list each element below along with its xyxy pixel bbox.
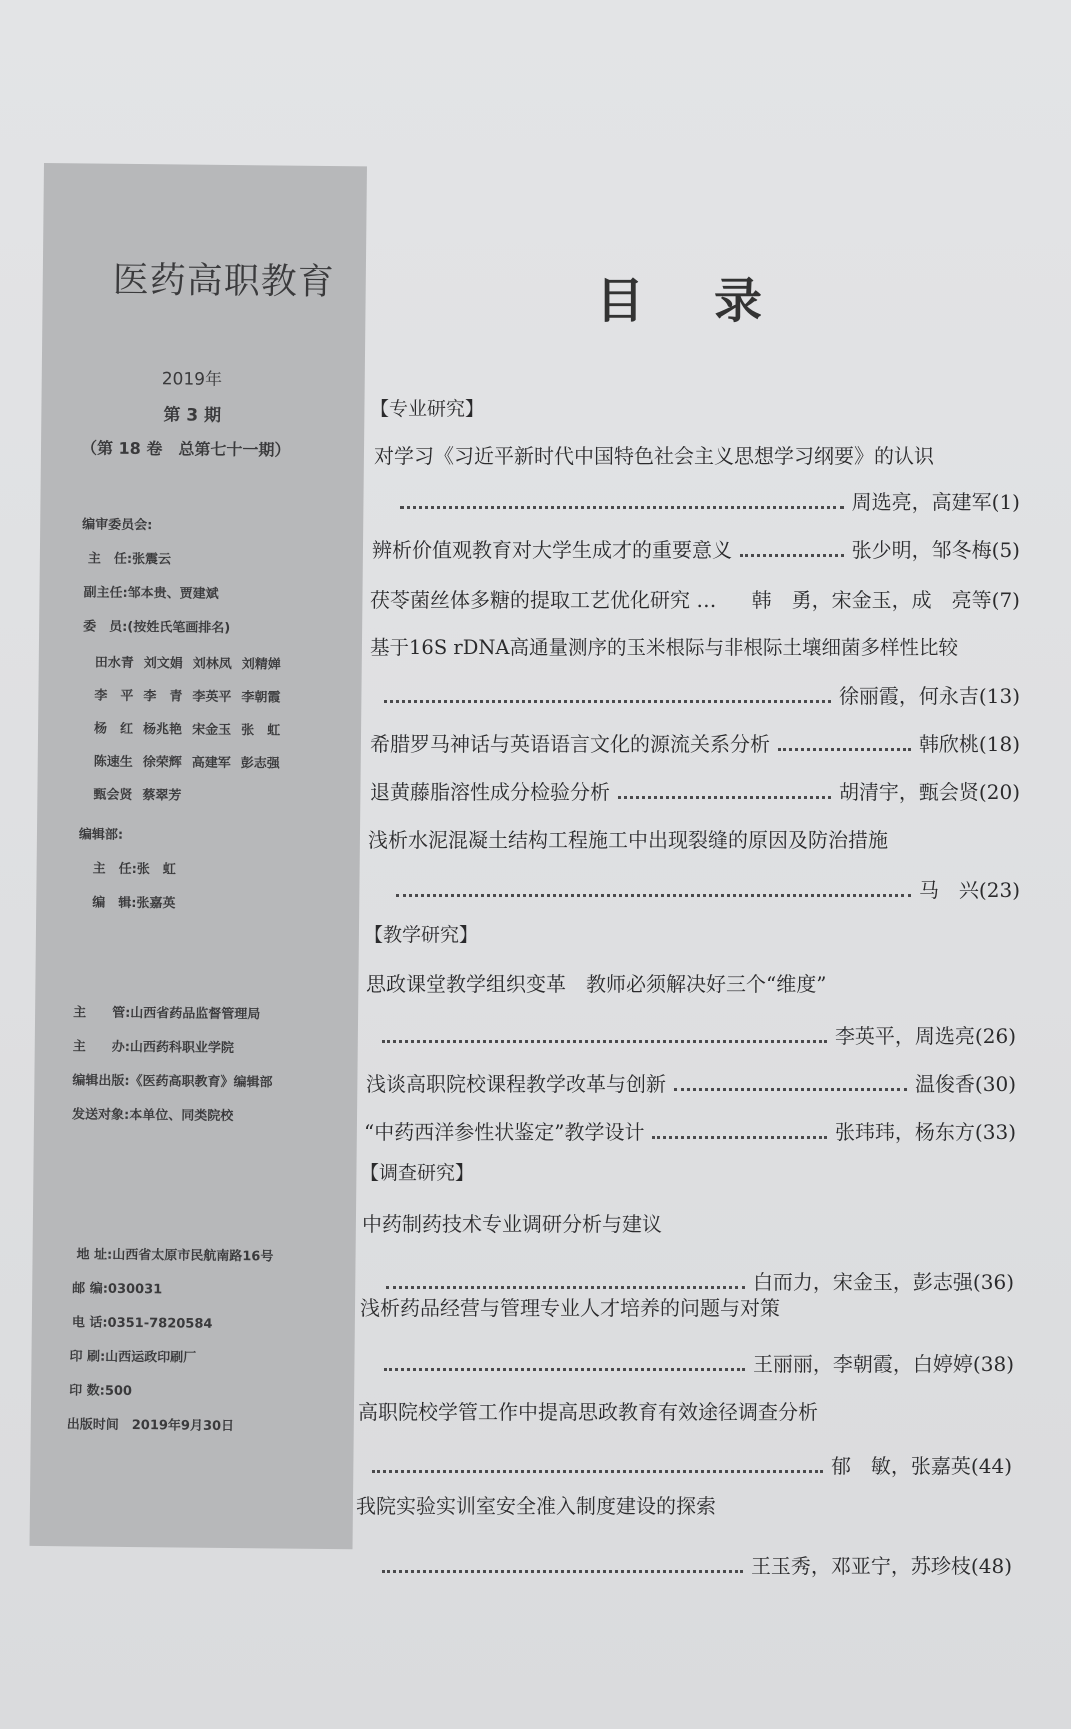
member-name: 李英平 — [192, 689, 232, 705]
dot-leader — [386, 1286, 745, 1289]
toc-entry-title: “中药西洋参性状鉴定”教学设计 — [364, 1120, 645, 1144]
toc-entry-authors: 胡清宇，甄会贤(20) — [838, 780, 1020, 804]
toc-entry-authors: 王丽丽，李朝霞，白婷婷(38) — [752, 1352, 1014, 1376]
member-name: 杨兆艳 — [143, 722, 183, 738]
publisher: 编辑出版:《医药高职教育》编辑部 — [72, 1073, 273, 1091]
dot-leader — [400, 506, 844, 509]
toc-entry-leader — [374, 1550, 1012, 1579]
toc-entry — [372, 534, 1020, 563]
toc-entry-authors: 张玮玮，杨东方(33) — [834, 1120, 1016, 1144]
committee-director: 主 任:张震云 — [87, 551, 172, 568]
dot-leader — [372, 1470, 823, 1473]
toc-entry-authors: 韩欣桃(18) — [918, 732, 1020, 756]
section-heading: 【调查研究】 — [360, 1162, 475, 1184]
dot-leader — [384, 700, 831, 703]
member-name: 甄会贤 — [93, 787, 133, 803]
phone: 电 话:0351-7820584 — [71, 1315, 213, 1332]
dot-leader — [382, 1570, 743, 1573]
member-name: 刘文娟 — [143, 656, 183, 672]
toc-entry-leader — [392, 486, 1020, 515]
issue-volume: （第 18 卷 总第七十一期） — [80, 438, 291, 460]
member-name: 刘精婵 — [241, 657, 281, 673]
postcode: 邮 编:030031 — [72, 1281, 163, 1298]
print-run: 印 数:500 — [69, 1383, 133, 1399]
member-name: 李朝霞 — [241, 690, 281, 706]
dot-leader — [384, 1368, 745, 1371]
toc-entry-leader — [388, 874, 1020, 903]
member-name: 李 青 — [143, 689, 183, 705]
member-name: 张 虹 — [241, 723, 281, 739]
member-name: 宋金玉 — [192, 722, 232, 738]
toc-entry — [370, 776, 1020, 805]
toc-entry-title: 浅谈高职院校课程教学改革与创新 — [366, 1072, 666, 1096]
member-name: 高建军 — [191, 755, 231, 771]
dot-leader — [674, 1088, 907, 1091]
editor: 编 辑:张嘉英 — [92, 895, 176, 912]
toc-entry-title: 浅析水泥混凝土结构工程施工中出现裂缝的原因及防治措施 — [368, 828, 888, 852]
section-heading: 【教学研究】 — [364, 924, 479, 946]
toc-entry-title: 对学习《习近平新时代中国特色社会主义思想学习纲要》的认识 — [374, 444, 934, 468]
toc-entry-title: 希腊罗马神话与英语语言文化的源流关系分析 — [370, 732, 770, 756]
toc-entry-authors: 李英平，周选亮(26) — [834, 1024, 1016, 1048]
committee-heading: 编审委员会: — [82, 517, 153, 534]
toc-title: 目录 — [596, 273, 833, 329]
member-name: 蔡翠芳 — [142, 788, 182, 804]
toc-entry-authors: 周选亮，高建军(1) — [851, 490, 1020, 514]
printer: 印 刷:山西运政印刷厂 — [69, 1349, 197, 1366]
sponsor-supervisor: 主 管:山西省药品监督管理局 — [73, 1005, 261, 1023]
toc-entry — [364, 1116, 1016, 1145]
sponsor-host: 主 办:山西药科职业学院 — [72, 1039, 235, 1057]
toc-entry-leader — [364, 1450, 1012, 1479]
toc-entry-title: 茯苓菌丝体多糖的提取工艺优化研究 … — [370, 588, 717, 612]
dot-leader — [396, 894, 911, 897]
publication-date: 出版时间 2019年9月30日 — [66, 1417, 235, 1435]
member-name: 彭志强 — [240, 756, 280, 772]
toc-entry-title: 退黄藤脂溶性成分检验分析 — [370, 780, 610, 804]
toc-entry-authors: 郁 敏，张嘉英(44) — [830, 1454, 1012, 1478]
editorial-heading: 编辑部: — [78, 827, 124, 843]
member-name: 刘林凤 — [192, 656, 232, 672]
toc-entry-authors: 韩 勇，宋金玉，成 亮等(7) — [751, 588, 1020, 612]
toc-entry-leader — [376, 1348, 1014, 1377]
section-heading: 【专业研究】 — [370, 398, 485, 420]
toc-entry-title: 思政课堂教学组织变革 教师必须解决好三个“维度” — [366, 972, 827, 996]
toc-entry — [370, 584, 1020, 613]
toc-entry-title: 辨析价值观教育对大学生成才的重要意义 — [372, 538, 732, 562]
toc-entry-authors: 马 兴(23) — [918, 878, 1020, 902]
dot-leader — [618, 796, 831, 799]
toc-entry-leader — [376, 680, 1020, 709]
member-name: 陈速生 — [93, 754, 133, 770]
toc-entry-title: 高职院校学管工作中提高思政教育有效途径调查分析 — [358, 1400, 818, 1424]
toc-entry-leader — [378, 1266, 1014, 1295]
member-name: 杨 红 — [93, 721, 134, 737]
member-name: 田水青 — [94, 655, 134, 671]
dot-leader — [778, 748, 911, 751]
toc-entry — [366, 1068, 1016, 1097]
toc-entry-authors: 温俊香(30) — [914, 1072, 1016, 1096]
toc-entry-authors: 张少明，邹冬梅(5) — [851, 538, 1020, 562]
toc-entry — [370, 728, 1020, 757]
dot-leader — [652, 1136, 826, 1139]
committee-deputy: 副主任:邹本贵、贾建斌 — [83, 585, 219, 602]
toc-entry-title: 中药制药技术专业调研分析与建议 — [362, 1212, 662, 1236]
journal-title: 医药高职教育 — [112, 259, 335, 304]
distribution: 发送对象:本单位、同类院校 — [71, 1107, 234, 1125]
member-name: 李 平 — [94, 688, 134, 704]
member-name: 徐荣辉 — [142, 755, 182, 771]
toc-entry-title: 浅析药品经营与管理专业人才培养的问题与对策 — [360, 1296, 780, 1320]
issue-year: 2019年 — [161, 369, 223, 390]
dot-leader — [740, 554, 844, 557]
toc-entry-leader — [374, 1020, 1016, 1049]
toc-entry-authors: 白而力，宋金玉，彭志强(36) — [752, 1270, 1014, 1294]
issue-number: 第 3 期 — [163, 405, 222, 426]
toc-entry-authors: 王玉秀，邓亚宁，苏珍枝(48) — [750, 1554, 1012, 1578]
editorial-director: 主 任:张 虹 — [92, 861, 176, 878]
address: 地 址:山西省太原市民航南路16号 — [76, 1247, 274, 1265]
toc-entry-title: 我院实验实训室安全准入制度建设的探索 — [356, 1494, 716, 1518]
toc-entry-authors: 徐丽霞，何永吉(13) — [838, 684, 1020, 708]
toc-entry-title: 基于16S rDNA高通量测序的玉米根际与非根际土壤细菌多样性比较 — [370, 636, 958, 659]
members-heading: 委 员:(按姓氏笔画排名) — [83, 619, 231, 636]
dot-leader — [382, 1040, 827, 1043]
